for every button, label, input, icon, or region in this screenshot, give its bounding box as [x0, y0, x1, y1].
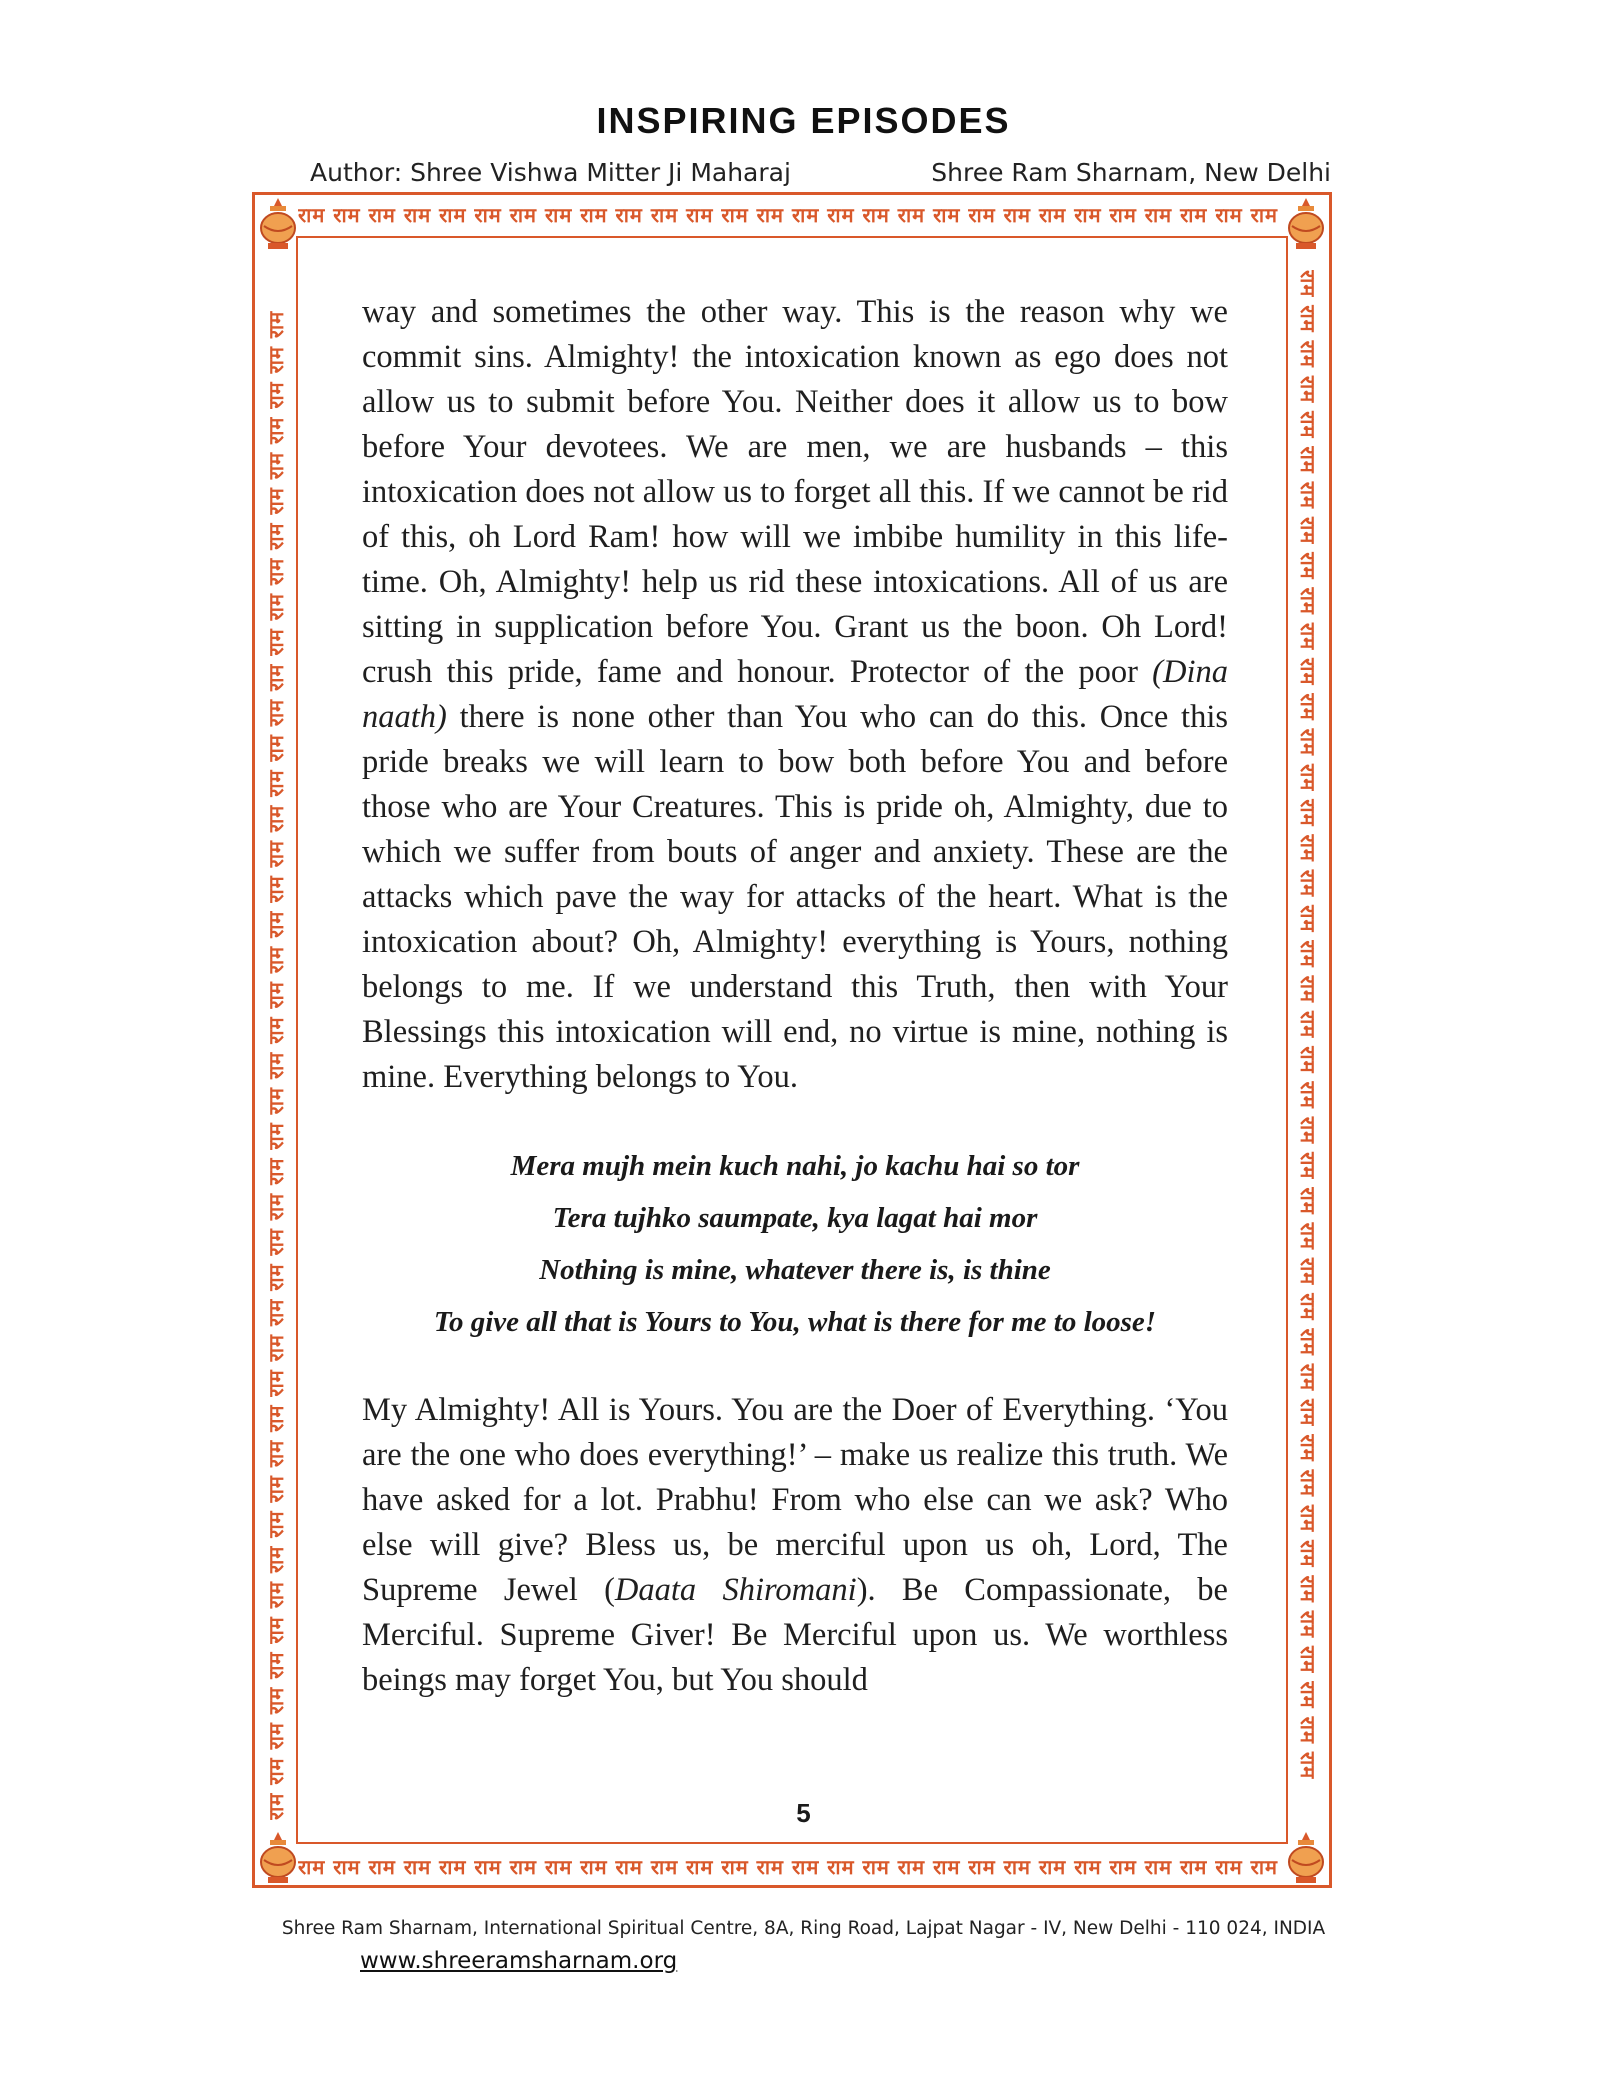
- paragraph-text: there is none other than You who can do this. Once this pride breaks we will learn to bow both before You and before those who are Your Creatures. This is pride oh, Almighty, due to which we suffer from bouts of anger and anxiety. These are the attacks which pave the way for attacks of the heart. What is the intoxication about? Oh, Almighty! everything is Yours, nothing belongs to me. If we understand this Truth, then with Your Blessings this intoxication will end, no virtue is mine, nothing is mine. Everything belongs to You.: [362, 699, 1228, 1095]
- footer-address: Shree Ram Sharnam, International Spiritual Centre, 8A, Ring Road, Lajpat Nagar - IV, New Delhi - 110 024, INDIA: [281, 1918, 1326, 1939]
- verse-line: Mera mujh mein kuch nahi, jo kachu hai so tor: [510, 1150, 1080, 1182]
- italic-term: Daata Shiromani: [614, 1572, 857, 1608]
- verse-line: To give all that is Yours to You, what is there for me to loose!: [433, 1306, 1157, 1338]
- border-bottom-ram-text: राम राम राम राम राम राम राम राम राम राम राम राम राम राम राम राम राम राम राम राम राम राम राम राम राम राम राम राम: [298, 1854, 1278, 1879]
- kalash-corner-icon: [1284, 196, 1328, 252]
- border-left-ram-text: [258, 270, 294, 1820]
- organization-header: Shree Ram Sharnam, New Delhi: [931, 158, 1331, 187]
- paragraph: [362, 290, 1228, 1100]
- page-body: [362, 290, 1228, 1703]
- kalash-corner-icon: [1284, 1830, 1328, 1886]
- paragraph-text: ). Be Compassionate, be Merciful. Supreme Giver! Be Merciful upon us. We worthless beings may forget You, but You should: [362, 1572, 1228, 1698]
- paragraph-text: My Almighty! All is Yours. You are the Doer of Everything. ‘You are the one who does everything!’ – make us realize this truth. We have asked for a lot. Prabhu! From who else can we ask? Who else will give? Bless us, be merciful upon us oh, Lord, The Supreme Jewel (: [362, 1392, 1228, 1608]
- border-right-ram-label: राम राम राम राम राम राम राम राम राम राम राम राम राम राम राम राम राम राम राम राम राम राम राम राम राम राम राम राम राम राम राम राम राम राम राम राम राम राम राम राम राम राम राम: [1296, 270, 1320, 1780]
- verse-line: Tera tujhko saumpate, kya lagat hai mor: [552, 1202, 1038, 1234]
- kalash-corner-icon: [256, 1830, 300, 1886]
- page-number: 5: [796, 1798, 811, 1828]
- italic-term: (Dina naath): [362, 654, 1228, 735]
- paragraph: [362, 1388, 1228, 1703]
- kalash-corner-icon: [256, 196, 300, 252]
- border-top-ram-text: राम राम राम राम राम राम राम राम राम राम राम राम राम राम राम राम राम राम राम राम राम राम राम राम राम राम राम राम: [298, 202, 1278, 227]
- page-title: INSPIRING EPISODES: [596, 100, 1011, 141]
- paragraph-text: way and sometimes the other way. This is the reason why we commit sins. Almighty! the intoxication known as ego does not allow us to submit before You. Neither does it allow us to bow before Your devotees. We are men, we are husbands – this intoxication does not allow us to forget all this. If we cannot be rid of this, oh Lord Ram! how will we imbibe humility in this life-time. Oh, Almighty! help us rid these intoxications. All of us are sitting in supplication before You. Grant us the boon. Oh Lord! crush this pride, fame and honour. Protector of the poor: [362, 294, 1228, 690]
- border-right-ram-text: [1290, 270, 1326, 1820]
- website-link[interactable]: www.shreeramsharnam.org: [360, 1948, 678, 1974]
- border-left-ram-label: राम राम राम राम राम राम राम राम राम राम राम राम राम राम राम राम राम राम राम राम राम राम राम राम राम राम राम राम राम राम राम राम राम राम राम राम राम राम राम राम राम राम राम: [264, 310, 288, 1820]
- verse-line: Nothing is mine, whatever there is, is thine: [539, 1254, 1051, 1286]
- author-line: Author: Shree Vishwa Mitter Ji Maharaj: [310, 158, 791, 187]
